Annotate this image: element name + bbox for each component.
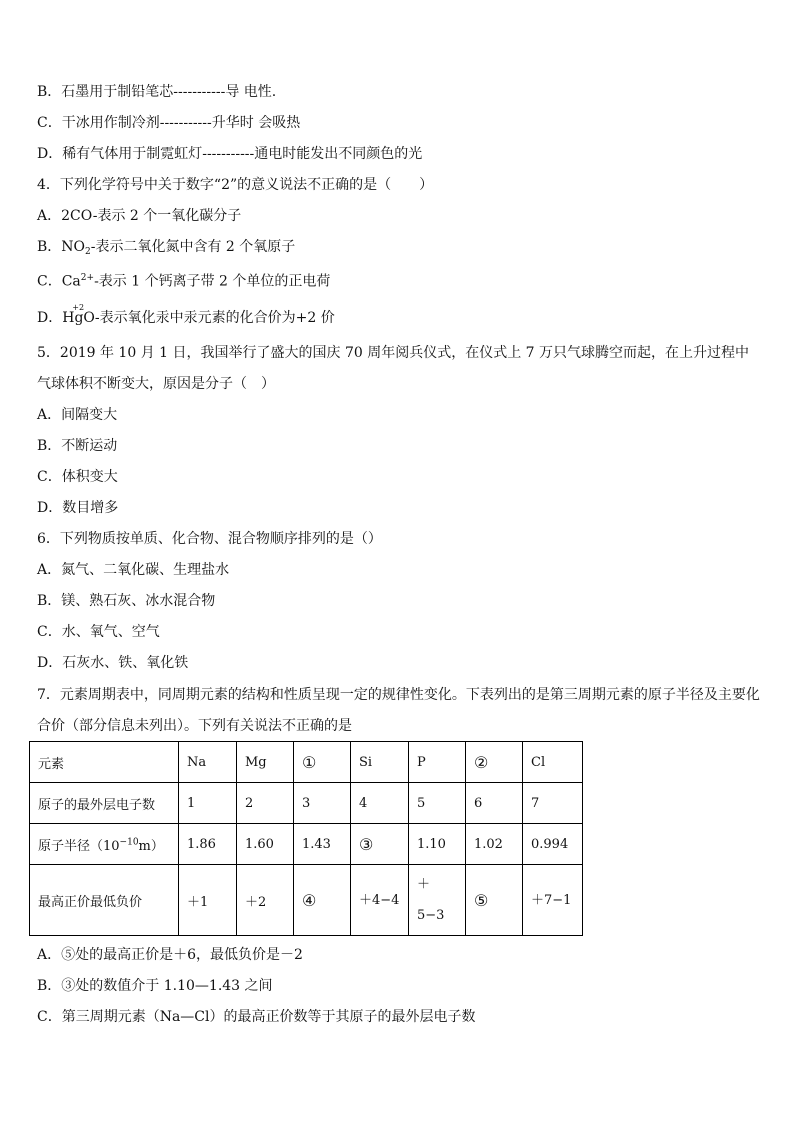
q7-stem: 7．元素周期表中，同周期元素的结构和性质呈现一定的规律性变化。下表列出的是第三周期元素的原子半径及主要化合价（部分信息未列出）。下列有关说法不正确的是 bbox=[37, 687, 760, 734]
table-cell: ① bbox=[294, 742, 351, 783]
table-cell: 最高正价最低负价 bbox=[30, 865, 179, 936]
table-cell: ② bbox=[466, 742, 523, 783]
table-cell: 1.60 bbox=[237, 824, 294, 865]
table-cell: Cl bbox=[523, 742, 583, 783]
table-cell: ④ bbox=[294, 865, 351, 936]
table-cell: 0.994 bbox=[523, 824, 583, 865]
q4-stem: 4．下列化学符号中关于数字“2”的意义说法不正确的是（ ） bbox=[37, 177, 434, 193]
table-cell: 原子半径$(10^{-10}m)$ bbox=[30, 824, 179, 865]
table-cell: 元素 bbox=[30, 742, 179, 783]
table-row-valence bbox=[30, 865, 583, 936]
q4-option-c: C．$Ca^{2+}-$表示 1 个钙离子带 2 个单位的正电荷 bbox=[37, 273, 331, 290]
q5-option-b: B．不断运动 bbox=[37, 438, 118, 454]
table-cell: 1.43 bbox=[294, 824, 351, 865]
q7-option-b: B．③处的数值介于 1.10—1.43 之间 bbox=[37, 978, 273, 994]
table-cell: ⑤ bbox=[466, 865, 523, 936]
q3-option-d: D．稀有气体用于制霓虹灯-----------通电时能发出不同颜色的光 bbox=[37, 146, 423, 162]
table-cell: 1.86 bbox=[179, 824, 237, 865]
table-cell: 4 bbox=[351, 783, 409, 824]
q6-option-b: B．镁、熟石灰、冰水混合物 bbox=[37, 593, 216, 609]
q4-option-a: A．2CO-表示 2 个一氧化碳分子 bbox=[37, 208, 242, 224]
table-row-electrons bbox=[30, 783, 583, 824]
q5-option-a: A．间隔变大 bbox=[37, 407, 118, 423]
table-cell: ＋1 bbox=[179, 865, 237, 936]
table-cell: ＋5−3 bbox=[409, 865, 466, 936]
q7-option-c: C．第三周期元素（Na—Cl）的最高正价数等于其原子的最外层电子数 bbox=[37, 1009, 476, 1025]
q6-option-a: A．氮气、二氧化碳、生理盐水 bbox=[37, 562, 230, 578]
table-cell: ＋4−4 bbox=[351, 865, 409, 936]
table-cell: 7 bbox=[523, 783, 583, 824]
table-cell: 1 bbox=[179, 783, 237, 824]
table-cell: ＋7−1 bbox=[523, 865, 583, 936]
q5-option-d: D．数目增多 bbox=[37, 500, 119, 516]
table-cell: 原子的最外层电子数 bbox=[30, 783, 179, 824]
table-cell: ③ bbox=[351, 824, 409, 865]
table-cell: 5 bbox=[409, 783, 466, 824]
table-cell: 1.02 bbox=[466, 824, 523, 865]
table-cell: Na bbox=[179, 742, 237, 783]
q5-option-c: C．体积变大 bbox=[37, 469, 118, 485]
hgo-formula: +2 HgO bbox=[62, 303, 95, 326]
q6-stem: 6．下列物质按单质、化合物、混合物顺序排列的是（） bbox=[37, 531, 382, 547]
table-cell: 6 bbox=[466, 783, 523, 824]
q4-option-b: B．$NO_2-$表示二氧化氮中含有 2 个氧原子 bbox=[37, 239, 296, 257]
q3-option-c: C．干冰用作制冷剂-----------升华时 会吸热 bbox=[37, 115, 301, 131]
table-cell: Si bbox=[351, 742, 409, 783]
table-cell: 3 bbox=[294, 783, 351, 824]
q7-option-a: A．⑤处的最高正价是＋6，最低负价是－2 bbox=[37, 947, 303, 963]
table-cell: P bbox=[409, 742, 466, 783]
q5-stem: 5．2019 年 10 月 1 日，我国举行了盛大的国庆 70 周年阅兵仪式，在仪式上 7 万只气球腾空而起，在上升过程中气球体积不断变大，原因是分子（ ） bbox=[37, 345, 750, 392]
table-row-radius bbox=[30, 824, 583, 865]
table-cell: 1.10 bbox=[409, 824, 466, 865]
table-cell: 2 bbox=[237, 783, 294, 824]
q6-option-c: C．水、氧气、空气 bbox=[37, 624, 160, 640]
q6-option-d: D．石灰水、铁、氧化铁 bbox=[37, 655, 189, 671]
table-cell: ＋2 bbox=[237, 865, 294, 936]
periodic-table-data bbox=[29, 741, 583, 936]
table-cell: Mg bbox=[237, 742, 294, 783]
q3-option-b: B．石墨用于制铅笔芯-----------导 电性. bbox=[37, 84, 277, 100]
q4-option-d: D． +2 HgO-表示氧化汞中汞元素的化合价为+2 价 bbox=[37, 303, 335, 326]
table-row-header bbox=[30, 742, 583, 783]
